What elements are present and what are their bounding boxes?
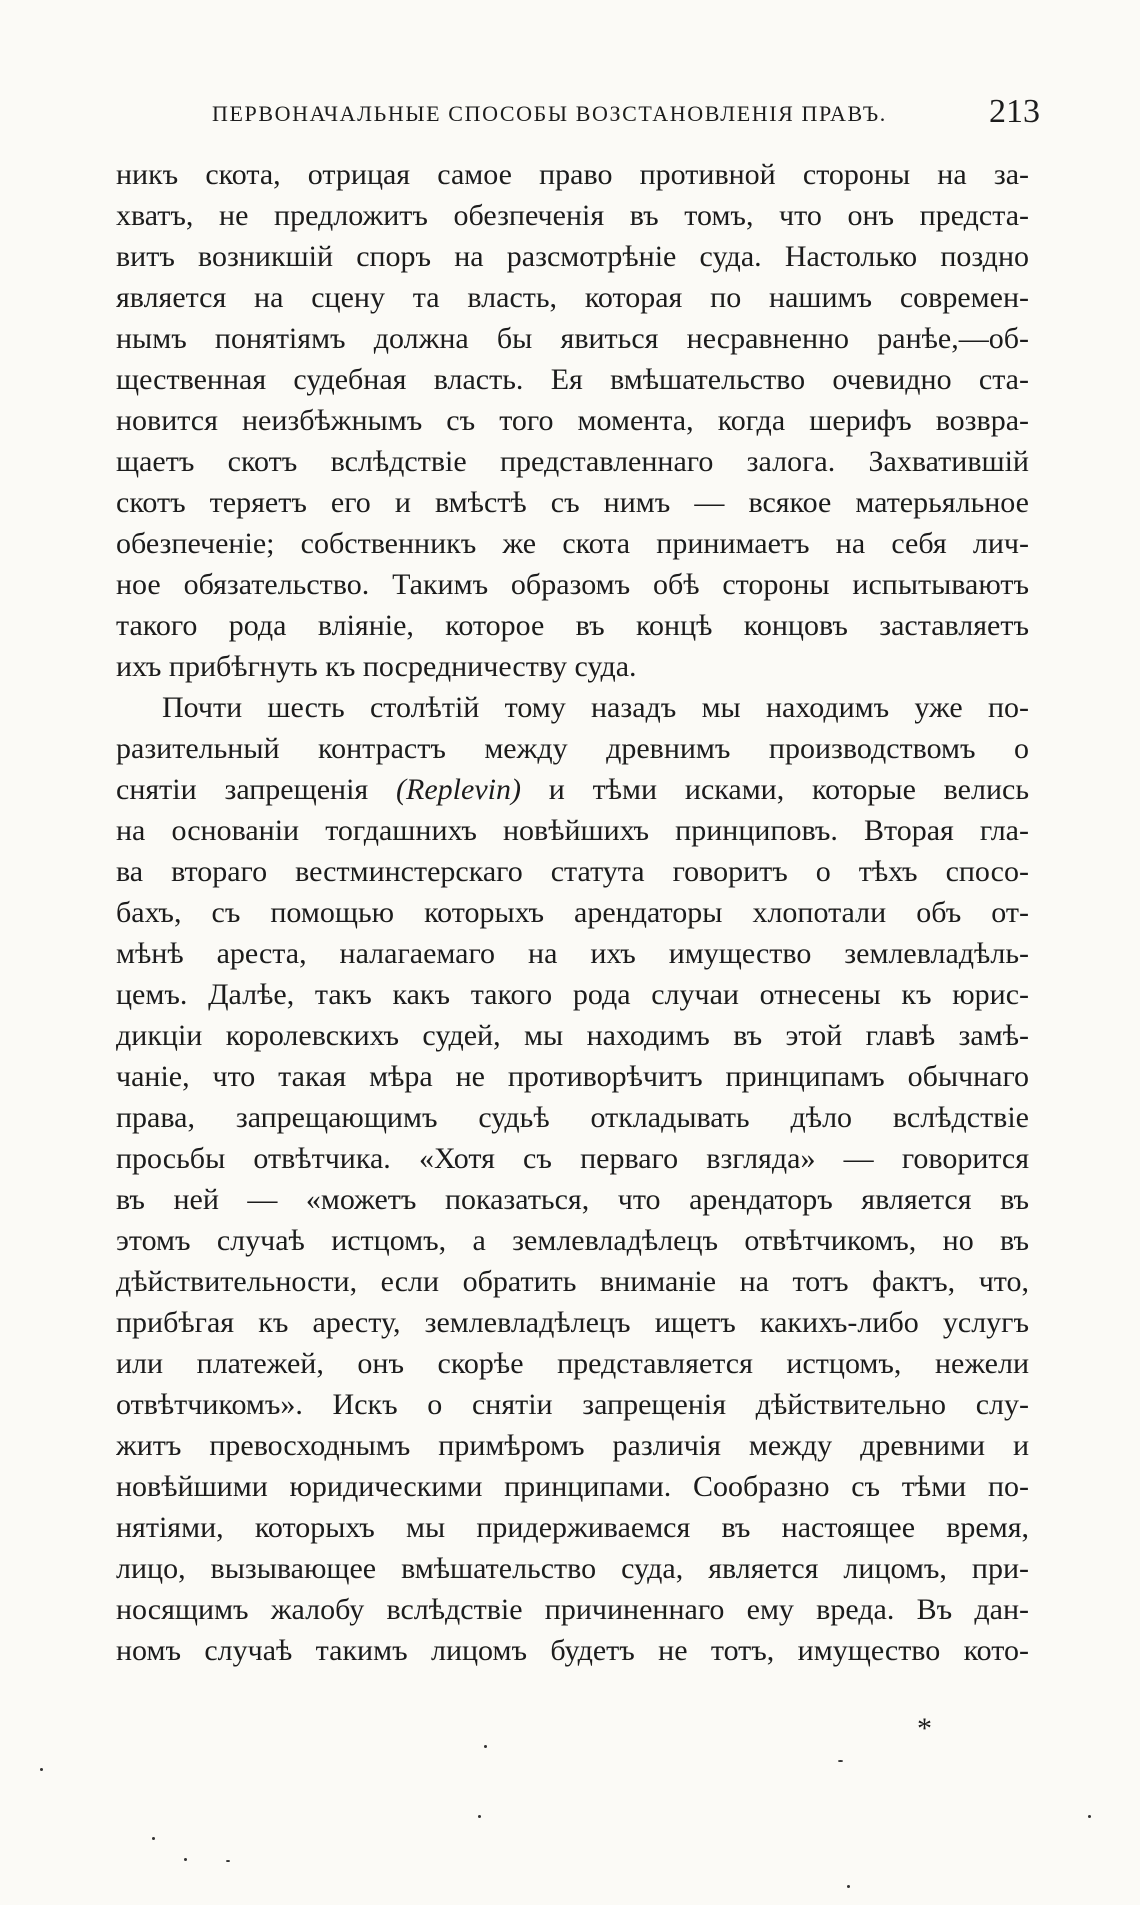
print-speck (1088, 1815, 1091, 1818)
text-line: этомъ случаѣ истцомъ, а землевладѣлецъ отвѣтчикомъ, но въ (116, 1224, 1029, 1257)
print-speck (226, 1860, 230, 1862)
text-line: права, запрещающимъ судьѣ откладывать дѣло вслѣдствіе (116, 1101, 1029, 1134)
text-line: ное обязательство. Такимъ образомъ обѣ стороны испытываютъ (116, 568, 1029, 601)
text-line: ва втораго вестминстерскаго статута говоритъ о тѣхъ спосо- (116, 855, 1029, 888)
text-line: прибѣгая къ аресту, землевладѣлецъ ищетъ какихъ-либо услугъ (116, 1306, 1029, 1339)
running-title: ПЕРВОНАЧАЛЬНЫЕ СПОСОБЫ ВОЗСТАНОВЛЕНІЯ ПРАВЪ. (212, 101, 887, 126)
text-line: никъ скота, отрицая самое право противной стороны на за- (116, 158, 1029, 191)
text-line: житъ превосходнымъ примѣромъ различія между древними и (116, 1429, 1029, 1462)
text-line: мѣнѣ ареста, налагаемаго на ихъ имущество землевладѣль- (116, 937, 1029, 970)
text-line: новится неизбѣжнымъ съ того момента, когда шерифъ возвра- (116, 404, 1029, 437)
text-line: новѣйшими юридическими принципами. Сообразно съ тѣми по- (116, 1470, 1029, 1503)
print-speck (184, 1858, 187, 1861)
text-line: разительный контрастъ между древнимъ производствомъ о (116, 732, 1029, 765)
text-line: обезпеченіе; собственникъ же скота принимаетъ на себя лич- (116, 527, 1029, 560)
page-header (212, 93, 1040, 137)
print-speck (484, 1745, 487, 1748)
text-line-with-italic (116, 769, 1029, 810)
text-line: цемъ. Далѣе, такъ какъ такого рода случаи отнесены къ юрис- (116, 978, 1029, 1011)
text-line: щественная судебная власть. Ея вмѣшательство очевидно ста- (116, 363, 1029, 396)
paragraph-start-line: Почти шесть столѣтій тому назадъ мы находимъ уже по- (162, 691, 1029, 724)
body-text (116, 154, 1029, 1671)
print-speck (478, 1815, 481, 1818)
print-speck (152, 1837, 155, 1840)
text-line: щаетъ скотъ вслѣдствіе представленнаго залога. Захватившій (116, 445, 1029, 478)
paragraph-end-line: ихъ прибѣгнуть къ посредничеству суда. (116, 650, 637, 683)
print-speck (847, 1885, 850, 1888)
text-line: отвѣтчикомъ». Искъ о снятіи запрещенія дѣйствительно слу- (116, 1388, 1029, 1421)
text-line: нятіями, которыхъ мы придерживаемся въ настоящее время, (116, 1511, 1029, 1544)
signature-mark: * (917, 1712, 932, 1745)
text-line: лицо, вызывающее вмѣшательство суда, является лицомъ, при- (116, 1552, 1029, 1585)
text-line: такого рода вліяніе, которое въ концѣ концовъ заставляетъ (116, 609, 1029, 642)
text-line: дѣйствительности, если обратить вниманіе на тотъ фактъ, что, (116, 1265, 1029, 1298)
print-speck (40, 1768, 43, 1771)
text-line: дикціи королевскихъ судей, мы находимъ въ этой главѣ замѣ- (116, 1019, 1029, 1052)
text-line: на основаніи тогдашнихъ новѣйшихъ принциповъ. Вторая гла- (116, 814, 1029, 847)
text-line: номъ случаѣ такимъ лицомъ будетъ не тотъ, имущество кото- (116, 1634, 1029, 1667)
text-line: скотъ теряетъ его и вмѣстѣ съ нимъ — всякое матерьяльное (116, 486, 1029, 519)
text-line: или платежей, онъ скорѣе представляется истцомъ, нежели (116, 1347, 1029, 1380)
text-segment: и тѣми исками, которые велись (548, 773, 1029, 806)
italic-term: (Replevin) (396, 773, 521, 806)
text-line: хватъ, не предложитъ обезпеченія въ томъ, что онъ предста- (116, 199, 1029, 232)
page-number: 213 (989, 93, 1040, 130)
text-line: въ ней — «можетъ показаться, что арендаторъ является въ (116, 1183, 1029, 1216)
text-line: витъ возникшій споръ на разсмотрѣніе суда. Настолько поздно (116, 240, 1029, 273)
text-line: чаніе, что такая мѣра не противорѣчитъ принципамъ обычнаго (116, 1060, 1029, 1093)
text-line: является на сцену та власть, которая по нашимъ современ- (116, 281, 1029, 314)
text-segment: снятіи запрещенія (116, 773, 369, 806)
text-line: носящимъ жалобу вслѣдствіе причиненнаго ему вреда. Въ дан- (116, 1593, 1029, 1626)
print-speck (838, 1760, 843, 1762)
text-line: бахъ, съ помощью которыхъ арендаторы хлопотали объ от- (116, 896, 1029, 929)
text-line: нымъ понятіямъ должна бы явиться несравненно ранѣе,—об- (116, 322, 1029, 355)
text-line: просьбы отвѣтчика. «Хотя съ перваго взгляда» — говорится (116, 1142, 1029, 1175)
